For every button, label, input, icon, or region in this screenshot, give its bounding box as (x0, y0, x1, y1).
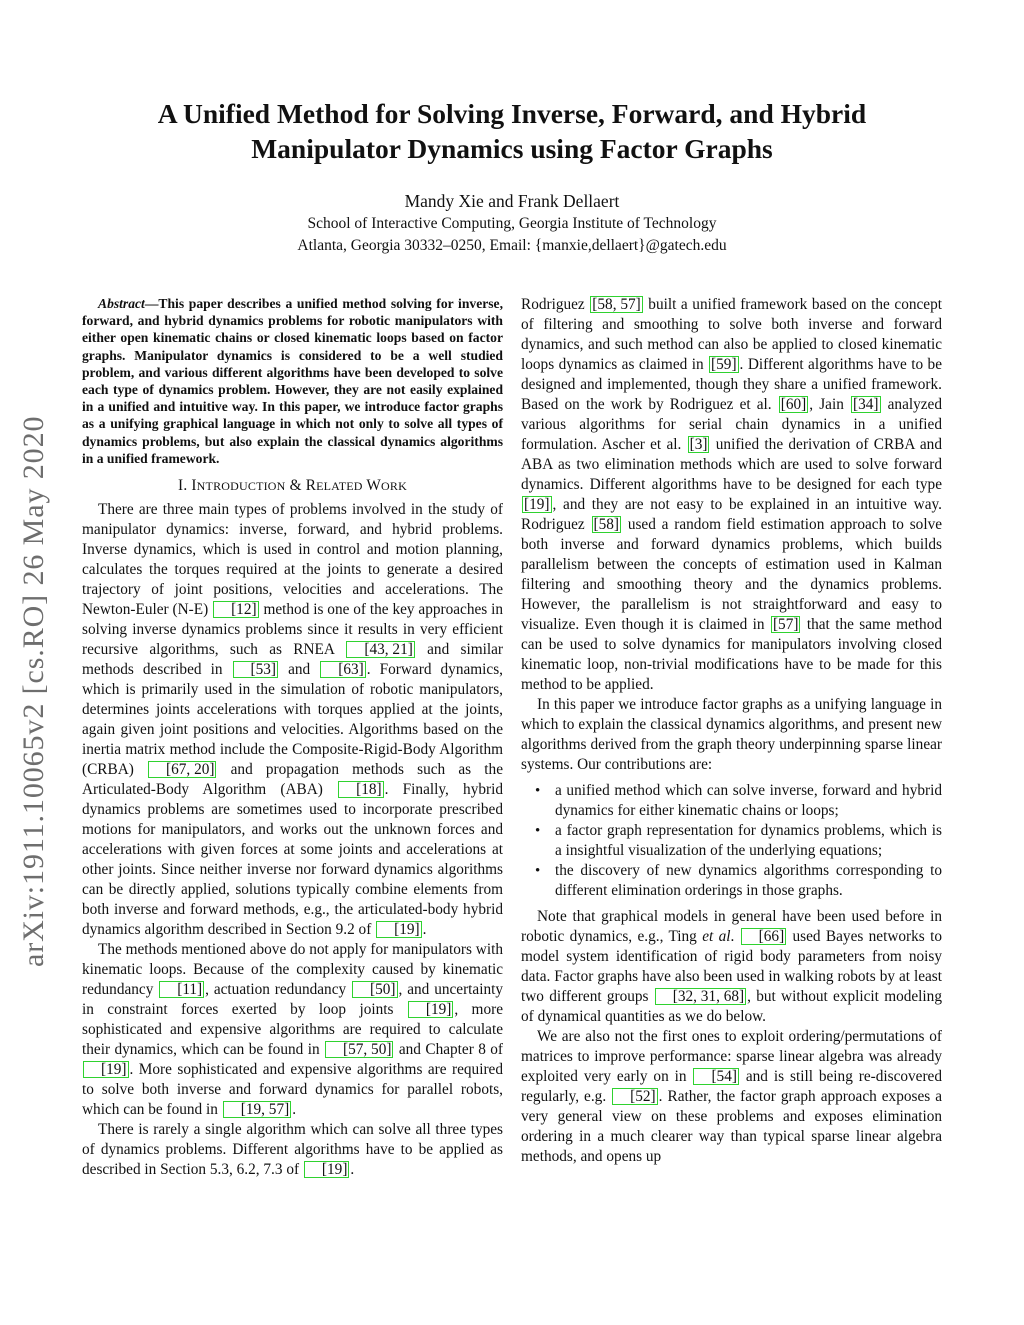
citation-link[interactable]: [12] (213, 601, 259, 618)
contribution-intro-paragraph: In this paper we introduce factor graphs as a unifying language in which to explain the classical dynamics algorithms, and present new algorithms derived from the graph theory underpinning sparse linear systems. Our contributions are: (521, 696, 942, 773)
heading-cap-3: W (366, 477, 382, 495)
citation-link[interactable]: [67, 20] (148, 761, 216, 778)
bullet-icon: • (535, 863, 541, 879)
citation-link[interactable]: [54] (693, 1068, 739, 1085)
text-run: that the same method can be used to solve dynamics for manipulators involving closed kinematic loop, non-trivial modifications have to be made for this method to be applied. (521, 616, 942, 693)
citation-link[interactable]: [57] (772, 616, 799, 633)
text-run: Note that graphical models in general have been used before in robotic dynamics, e.g., Ting (521, 908, 942, 945)
text-run: , but without explicit modeling of dynamical quantities as we do below. (521, 988, 942, 1025)
list-item (521, 861, 942, 901)
text-run: . (292, 1101, 297, 1119)
affiliation-line-2: Atlanta, Georgia 30332–0250, Email: {manxie,dellaert}@gatech.edu (297, 237, 727, 254)
text-run: Rodriguez (521, 296, 590, 313)
text-run: . Finally, hybrid dynamics problems are sometimes used to incorporate prescribed motions for manipulators, and works out the unknown forces and accelerations with given forces at some joints and accelerations at other joints. Since neither inverse nor forward dynamics algorithms can be directly applied, solutions typically combine elements from both inverse and forward methods, e.g., the articulated-body hybrid dynamics algorithm described in Section 9.2 of (82, 781, 503, 939)
citation-link[interactable]: [19] (524, 496, 550, 513)
abstract-label: Abstract (98, 296, 145, 311)
intro-paragraph-2 (82, 940, 503, 1120)
citation-link[interactable]: [50] (352, 981, 398, 998)
contribution-list (521, 781, 942, 901)
text-run: used a random field estimation approach to solve both inverse and forward dynamics problems, which builds parallelism between the concepts of estimation used in Kalman filtering and smoothing theory and the dynamics problems. However, the parallelism is not straightforward and easy to visualize. Even though it is claimed in (521, 516, 943, 633)
citation-link[interactable]: [19] (83, 1061, 129, 1078)
text-run: . More sophisticated and expensive algorithms are required to solve both inverse and forward dynamics for parallel robots, which can be found in (82, 1061, 503, 1119)
citation-link[interactable]: [18] (338, 781, 384, 798)
text-run: There are three main types of problems involved in the study of manipulator dynamics: inverse, forward, and hybrid problems. Inverse dynamics, which is used in control and motion planning, calculates the torques required at the joints to generate a desired trajectory of joint positions, velocities and accelerations. The Newton-Euler (N-E) (82, 501, 503, 619)
citation-link[interactable]: [11] (159, 981, 204, 998)
list-item (521, 781, 942, 821)
text-run: , and uncertainty in constraint forces exerted by loop joints (82, 981, 503, 1019)
text-run: unified the derivation of CRBA and ABA as two elimination methods which are used to solve forward dynamics. Different algorithms have to be designed for each type (521, 436, 942, 493)
intro-paragraph-1 (82, 500, 503, 940)
list-item-text: a factor graph representation for dynamics problems, which is a insightful visualization of the underlying equations; (555, 822, 942, 859)
heading-cap-1: I (191, 477, 197, 495)
text-run: used Bayes networks to model system identification of rigid body parameters from noisy data. Factor graphs have also been used in walking robots by at least two different groups (521, 928, 942, 1005)
author-names: Mandy Xie and Frank Dellaert (404, 191, 620, 211)
text-run: method is one of the key approaches in solving inverse dynamics problems since it results in very efficient recursive algorithms, such as RNEA (82, 601, 503, 659)
text-run: built a unified framework based on the concept of filtering and smoothing to solve both inverse and forward dynamics, and such method can also be applied to closed kinematic loops dynamics as claimed in (521, 296, 942, 373)
text-run: The methods mentioned above do not apply for manipulators with kinematic loops. Because of the complexity caused by kinematic redundancy (82, 941, 503, 999)
related-work-paragraph (521, 295, 942, 695)
graphical-models-paragraph (521, 907, 942, 1027)
citation-link[interactable]: [60] (780, 396, 807, 413)
text-run: . Forward dynamics, which is primarily used in the simulation of robotic manipulators, determines joints accelerations with torques applied at the joints, again given joint positions and velocities. Algorithms based on the inertia matrix method include the Composite-Rigid-Body Algorithm (CRBA) (82, 661, 503, 779)
citation-link[interactable]: [19] (376, 921, 422, 938)
right-column (521, 295, 942, 1167)
text-run: , Jain (809, 396, 850, 413)
text-run: . Rather, the factor graph approach exposes a very general view on these problems and exposes elimination ordering in a much clearer way than typical sparse linear algebra methods, and opens up (521, 1088, 942, 1165)
citation-link[interactable]: [57, 50] (325, 1041, 393, 1058)
heading-rest-2: ELATED (316, 479, 363, 494)
text-run: . (422, 921, 427, 939)
heading-ampersand: & (285, 477, 306, 495)
citation-link[interactable]: [19] (408, 1001, 454, 1018)
citation-link[interactable]: [52] (612, 1088, 658, 1105)
abstract (82, 295, 503, 467)
citation-link[interactable]: [19] (304, 1161, 350, 1178)
title-line-2: Manipulator Dynamics using Factor Graphs (251, 133, 773, 164)
list-item-text: the discovery of new dynamics algorithms corresponding to different elimination orderings in those graphs. (555, 862, 942, 899)
text-run: and is still being re-discovered regularly, e.g. (521, 1068, 942, 1105)
citation-link[interactable]: [3] (689, 436, 708, 453)
text-run: , more sophisticated and expensive algorithms are required to calculate their dynamics, which can be found in (82, 1001, 503, 1059)
section-numeral: I. (178, 477, 192, 495)
text-run: analyzed various algorithms for serial chain dynamics in a unified formulation. Ascher et al. (521, 396, 942, 453)
text-run: . Different algorithms have to be designed and implemented, though they share a unified framework. Based on the work by Rodriguez et al. (521, 356, 943, 413)
arxiv-identifier: arXiv:1911.10065v2 [cs.RO] 26 May 2020 (17, 415, 50, 967)
affiliation-line-1: School of Interactive Computing, Georgia Institute of Technology (307, 215, 717, 232)
citation-link[interactable]: [63] (320, 661, 366, 678)
text-run: . (350, 1161, 355, 1179)
citation-link[interactable]: [66] (741, 928, 787, 945)
text-run: and similar methods described in (82, 641, 503, 679)
citation-link[interactable]: [34] (853, 396, 879, 413)
section-heading-introduction (82, 476, 503, 496)
text-run: and propagation methods such as the Articulated-Body Algorithm (ABA) (82, 761, 503, 799)
text-run: There is rarely a single algorithm which can solve all three types of dynamics problems. Different algorithms have to be applied as described in Section 5.3, 6.2, 7.3 of (82, 1121, 503, 1179)
citation-link[interactable]: [43, 21] (346, 641, 414, 658)
heading-rest-3: ORK (381, 479, 407, 494)
list-item (521, 821, 942, 861)
heading-rest-1: NTRODUCTION (196, 479, 286, 494)
citation-link[interactable]: [19, 57] (223, 1101, 291, 1118)
list-item-text: a unified method which can solve inverse, forward and hybrid dynamics for either kinematic chains or loops; (555, 782, 942, 819)
text-run: We are also not the first ones to exploit ordering/permutations of matrices to improve performance: sparse linear algebra was already exploited very early on in (521, 1028, 942, 1085)
paper-title (100, 96, 924, 166)
intro-paragraph-3 (82, 1120, 503, 1180)
heading-cap-2: R (305, 477, 317, 495)
title-line-1: A Unified Method for Solving Inverse, Forward, and Hybrid (157, 98, 867, 129)
citation-link[interactable]: [58, 57] (592, 296, 641, 313)
text-run: . (730, 928, 740, 945)
bullet-icon: • (535, 823, 541, 839)
citation-link[interactable]: [59] (711, 356, 737, 373)
citation-link[interactable]: [58] (593, 516, 620, 533)
text-run: , actuation redundancy (205, 981, 352, 999)
citation-link[interactable]: [53] (233, 661, 279, 678)
left-column (82, 295, 503, 1180)
et-al-italic: et al (702, 928, 731, 945)
citation-link[interactable]: [32, 31, 68] (655, 988, 746, 1005)
bullet-icon: • (535, 783, 541, 799)
text-run: and (279, 661, 320, 679)
text-run: and Chapter 8 of (394, 1041, 504, 1059)
abstract-text: —This paper describes a unified method solving for inverse, forward, and hybrid dynamics problems for robotic manipulators with either open kinematic chains or closed kinematic loops based on factor graphs. Manipulator dynamics is considered to be a well studied problem, and various different algorithms have been developed to solve each type of dynamics problem. However, they are not easily explained in a unified and intuitive way. In this paper, we introduce factor graphs as a unifying graphical language in which not only to solve all types of dynamics problems, but also explain the classical dynamics algorithms in a unified framework. (82, 296, 503, 466)
text-run: , and they are not easy to be explained in an intuitive way. Rodriguez (521, 496, 942, 533)
ordering-paragraph (521, 1027, 942, 1167)
